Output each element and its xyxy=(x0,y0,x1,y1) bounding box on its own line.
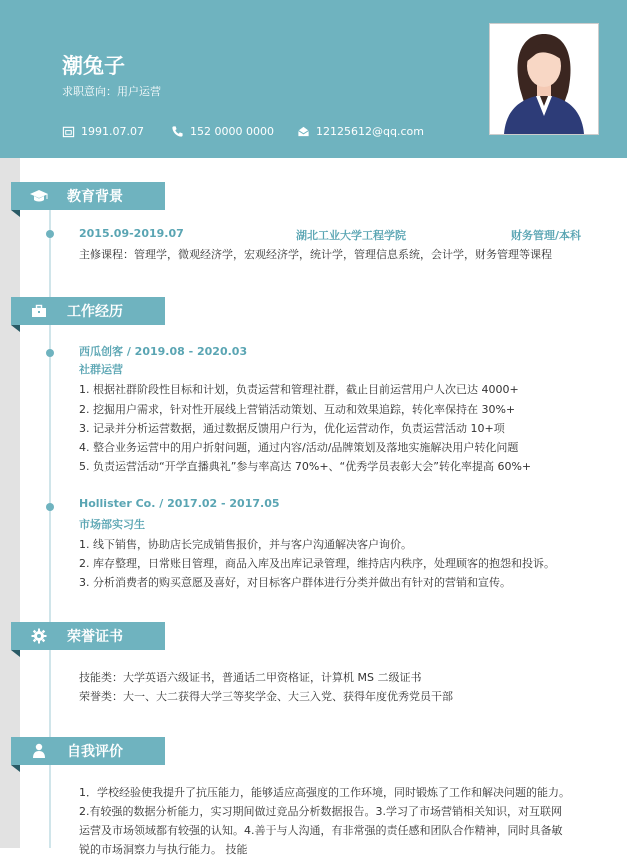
calendar-icon xyxy=(62,125,75,138)
self-eval-line: 2.有较强的数据分析能力，实习期间做过竞品分析数据报告。3.学习了市场营销相关知识，对互联网 xyxy=(79,805,562,818)
list-item: 1. 线下销售，协助店长完成销售报价，并与客户沟通解决客户询价。 xyxy=(79,538,412,551)
briefcase-icon xyxy=(31,304,47,318)
self-eval-line: 运营及市场领域都有较强的认知。4.善于与人沟通，有非常强的责任感和团队合作精神，同时具备敏 xyxy=(79,824,563,837)
job-role: 社群运营 xyxy=(79,363,123,376)
birth-date: 1991.07.07 xyxy=(81,125,144,138)
profile-photo xyxy=(489,23,599,135)
birth-info xyxy=(62,125,144,138)
job-company-period: Hollister Co. / 2017.02 - 2017.05 xyxy=(79,497,280,510)
section-title: 自我评价 xyxy=(67,744,123,760)
email-info xyxy=(297,125,424,138)
section-title: 教育背景 xyxy=(67,189,123,205)
phone-number: 152 0000 0000 xyxy=(190,125,274,138)
person-icon xyxy=(32,743,46,759)
gear-icon xyxy=(31,628,47,644)
edu-period: 2015.09-2019.07 xyxy=(79,227,184,240)
section-education xyxy=(11,182,165,210)
phone-info xyxy=(171,125,274,138)
job-company-period: 西瓜创客 / 2019.08 - 2020.03 xyxy=(79,345,248,358)
phone-icon xyxy=(171,125,184,138)
section-title: 荣誉证书 xyxy=(67,629,123,645)
honor-skills: 技能类：大学英语六级证书，普通话二甲资格证，计算机 MS 二级证书 xyxy=(79,671,422,684)
mail-icon xyxy=(297,125,310,138)
list-item: 2. 挖掘用户需求，针对性开展线上营销活动策划、互动和效果追踪，转化率保持在 30%+ xyxy=(79,403,516,416)
list-item: 2. 库存整理，日常账目管理，商品入库及出库记录管理，维持店内秩序，处理顾客的抱怨和投诉。 xyxy=(79,557,555,570)
section-work xyxy=(11,297,165,325)
job-intent: 求职意向：用户运营 xyxy=(62,85,161,98)
timeline-dot xyxy=(46,503,54,511)
email-address: 12125612@qq.com xyxy=(316,125,424,138)
list-item: 3. 记录并分析运营数据，通过数据反馈用户行为，优化运营动作，负责运营活动 10+项 xyxy=(79,422,505,435)
list-item: 1. 根据社群阶段性目标和计划，负责运营和管理社群，截止目前运营用户人次已达 4000+ xyxy=(79,383,519,396)
self-eval-line: 1．学校经验使我提升了抗压能力，能够适应高强度的工作环境，同时锻炼了工作和解决问题的能力。 xyxy=(79,786,570,799)
list-item: 3. 分析消费者的购买意愿及喜好，对目标客户群体进行分类并做出有针对的营销和宣传。 xyxy=(79,576,511,589)
edu-degree: 财务管理/本科 xyxy=(511,229,582,242)
list-item: 4. 整合业务运营中的用户折射问题，通过内容/活动/品牌策划及落地实施解决用户转化问题 xyxy=(79,441,519,454)
candidate-name: 潮兔子 xyxy=(62,54,125,78)
resume-header xyxy=(0,0,627,158)
timeline-dot xyxy=(46,230,54,238)
section-title: 工作经历 xyxy=(67,304,123,320)
section-honors xyxy=(11,622,165,650)
list-item: 5. 负责运营活动“开学直播典礼”参与率高达 70%+、“优秀学员表彰大会”转化率提高 60%+ xyxy=(79,460,532,473)
job-role: 市场部实习生 xyxy=(79,518,145,531)
avatar-illustration xyxy=(490,24,598,134)
section-self-evaluation xyxy=(11,737,165,765)
honor-awards: 荣誉类：大一、大二获得大学三等奖学金、大三入党、获得年度优秀党员干部 xyxy=(79,690,453,703)
edu-courses: 主修课程：管理学，微观经济学，宏观经济学，统计学，管理信息系统，会计学，财务管理等课程 xyxy=(79,248,552,261)
timeline-dot xyxy=(46,349,54,357)
graduation-cap-icon xyxy=(29,189,49,203)
edu-school: 湖北工业大学工程学院 xyxy=(296,229,406,242)
self-eval-line: 锐的市场洞察力与执行能力。 技能 xyxy=(79,843,248,856)
